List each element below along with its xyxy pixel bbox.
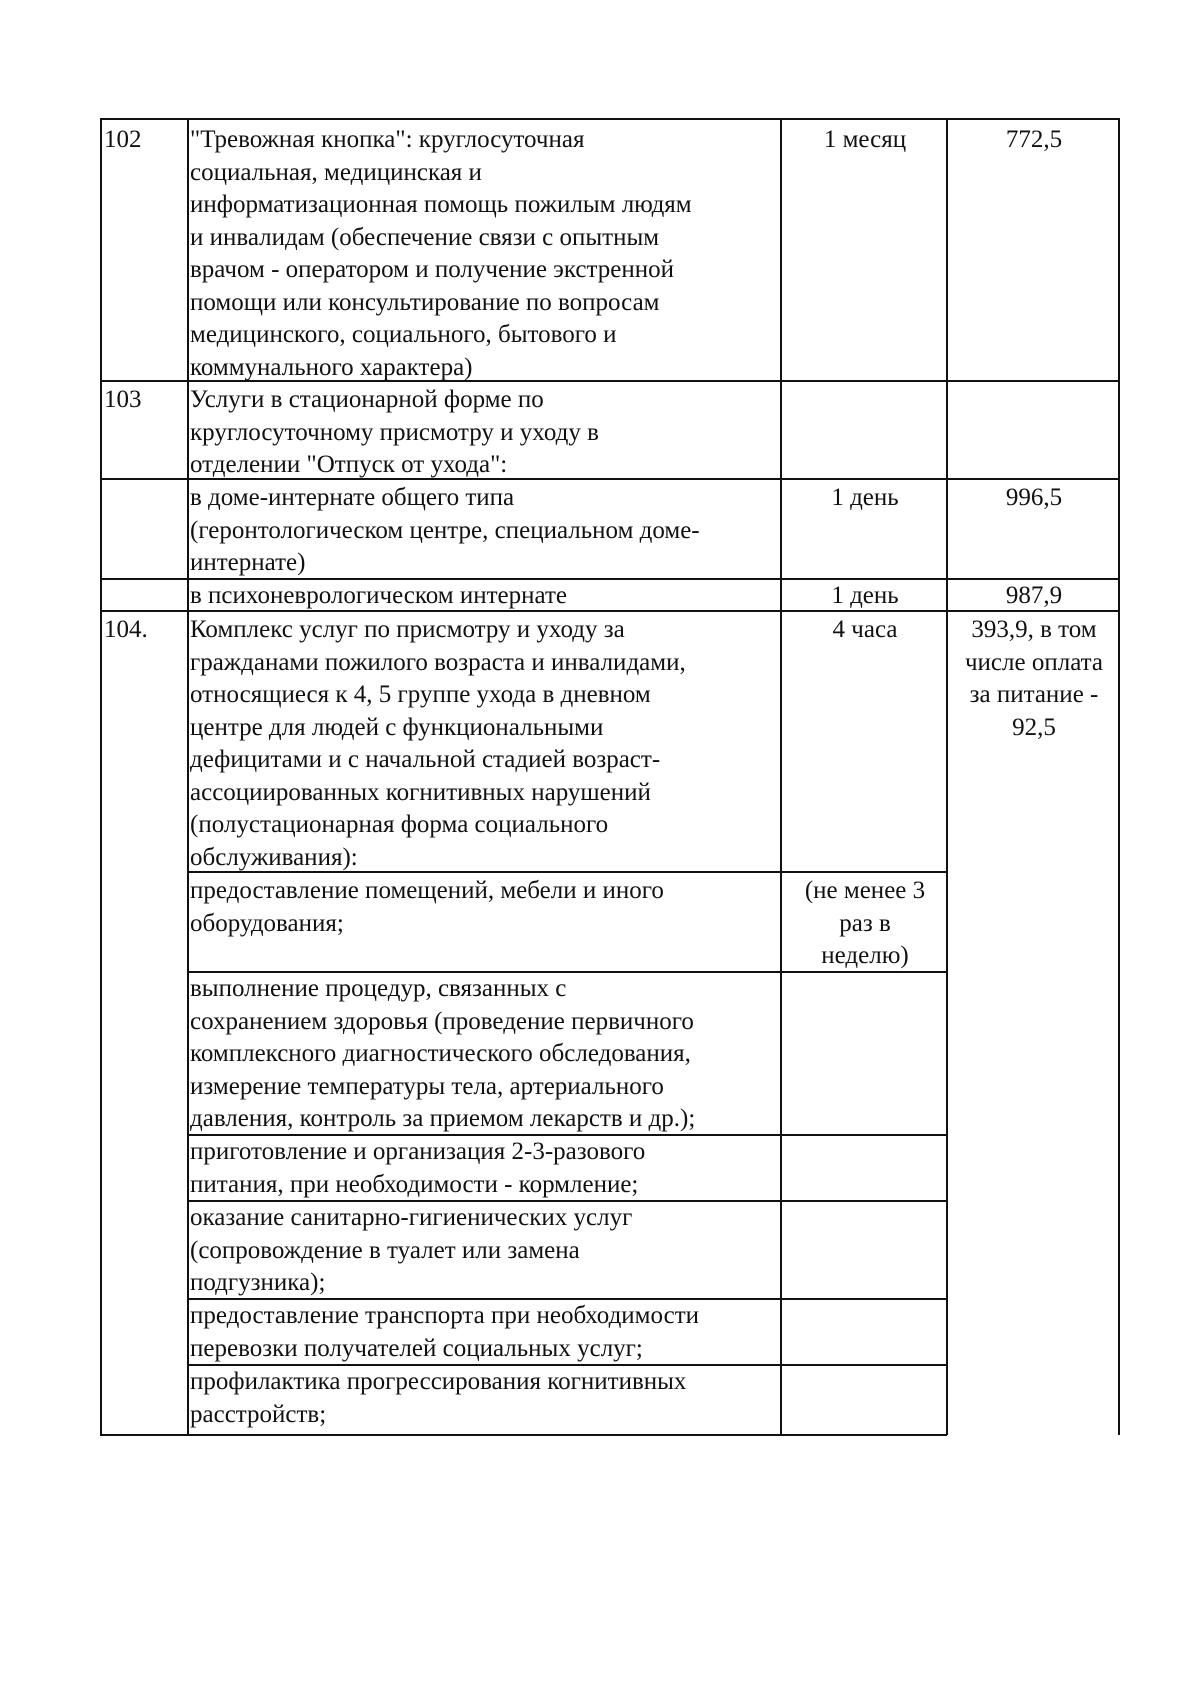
service-unit: (не менее 3 раз в неделю) [804, 877, 926, 969]
service-description: предоставление помещений, мебели и иного оборудования; [190, 877, 664, 937]
table-border-right [1118, 118, 1120, 1435]
service-description: Услуги в стационарной форме по круглосуточному присмотру и уходу в отделении "Отпуск от ухода": [190, 386, 599, 478]
table-divider [187, 118, 189, 1435]
row-number: 103 [104, 386, 142, 413]
row-divider [100, 380, 1119, 382]
service-description: предоставление транспорта при необходимости перевозки получателей социальных услуг; [190, 1302, 700, 1362]
service-description: в психоневрологическом интернате [190, 582, 568, 609]
service-description: выполнение процедур, связанных с сохранением здоровья (проведение первичного комплексного диагностического обследования, измерение температуры тела, артериального давления, контроль за приемом лекарств и др.); [190, 975, 696, 1132]
service-price: 772,5 [1005, 126, 1063, 153]
service-unit: 1 день [831, 484, 899, 511]
service-description: профилактика прогрессирования когнитивных расстройств; [190, 1368, 687, 1428]
service-unit: 1 день [831, 582, 899, 609]
table-border-top [100, 118, 1119, 120]
service-description: приготовление и организация 2-3-разового питания, при необходимости - кормление; [190, 1138, 646, 1198]
row-divider [100, 610, 1119, 612]
service-description: оказание санитарно-гигиенических услуг (сопровождение в туалет или замена подгузника); [190, 1204, 633, 1296]
row-divider [187, 971, 947, 973]
service-description: в доме-интернате общего типа (геронтологическом центре, специальном доме- интернате) [190, 484, 700, 576]
row-divider [187, 1134, 947, 1136]
service-unit: 4 часа [832, 616, 898, 643]
service-price: 987,9 [1005, 582, 1063, 609]
row-number: 104. [104, 616, 148, 643]
row-divider [100, 578, 1119, 580]
service-price: 393,9, в том числе оплата за питание - 92,5 [964, 616, 1103, 741]
row-divider [187, 871, 947, 873]
service-price: 996,5 [1005, 484, 1063, 511]
table-divider [780, 118, 782, 1435]
row-divider [187, 1200, 947, 1202]
service-description: Комплекс услуг по присмотру и уходу за гражданами пожилого возраста и инвалидами, относящиеся к 4, 5 группе ухода в дневном центре для людей с функциональными дефицитами и с начальной стадией возраст- ассоциированных когнитивных нарушений (полустационарная форма социального обслуживания): [190, 616, 686, 871]
row-divider [100, 478, 1119, 480]
row-divider [187, 1298, 947, 1300]
table-border-bottom [100, 1434, 947, 1436]
table-divider [946, 118, 948, 1435]
service-unit: 1 месяц [823, 126, 907, 153]
service-description: "Тревожная кнопка": круглосуточная социальная, медицинская и информатизационная помощь пожилым людям и инвалидам (обеспечение связи с опытным врачом - оператором и получение экстренной помощи или консультирование по вопросам медицинского, социального, бытового и коммунального характера) [190, 126, 692, 381]
row-divider [187, 1364, 947, 1366]
table-border-left [100, 118, 102, 1435]
row-number: 102 [104, 126, 142, 153]
